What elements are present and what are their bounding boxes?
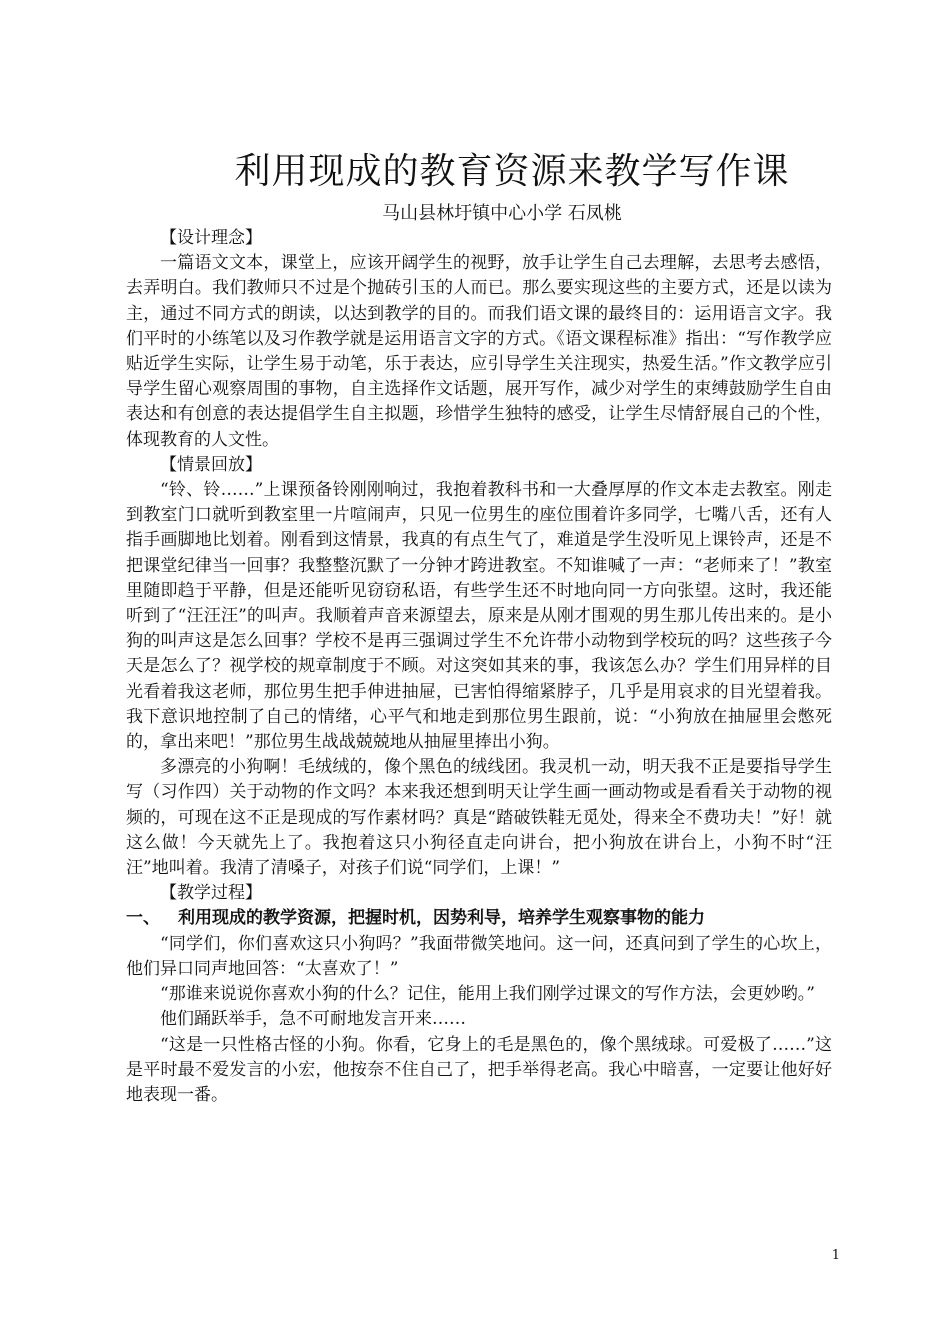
- process-paragraph-4: “这是一只性格古怪的小狗。你看，它身上的毛是黑色的，像个黑绒球。可爱极了……”这是平时最不爱发言的小宏，他按奈不住自己了，把手举得老高。我心中暗喜，一定要让他好好地表现一番。: [126, 1034, 832, 1105]
- design-paragraph: 一篇语文文本，课堂上，应该开阔学生的视野，放手让学生自己去理解，去思考去感悟，去弄明白。我们教师只不过是个抛砖引玉的人而已。那么要实现这些的主要方式，还是以读为主，通过不同方式的朗读，以达到教学的目的。而我们语文课的最终目的：运用语言文字。我们平时的小练笔以及习作教学就是运用语言文字的方式。《语文课程标准》指出：“写作教学应贴近学生实际，让学生易于动笔，乐于表达，应引导学生关注现实，热爱生活。”作文教学应引导学生留心观察周围的事物，自主选择作文话题，展开写作，减少对学生的束缚鼓励学生自由表达和有创意的表达提倡学生自主拟题，珍惜学生独特的感受，让学生尽情舒展自己的个性，体现教育的人文性。: [126, 253, 832, 450]
- process-section-title: [126, 906, 832, 931]
- scene-paragraph-2: 多漂亮的小狗啊！毛绒绒的，像个黑色的绒线团。我灵机一动，明天我不正是要指导学生写（习作四）关于动物的作文吗？本来我还想到明天让学生画一画动物或是看看关于动物的视频的，可现在这不正是现成的写作素材吗？真是“踏破铁鞋无觅处，得来全不费功夫！”好！就这么做！今天就先上了。我抱着这只小狗径直走向讲台，把小狗放在讲台上，小狗不时“汪汪”地叫着。我清了清嗓子，对孩子们说“同学们，上课！”: [126, 757, 832, 879]
- process-section-number: 一、: [126, 908, 160, 929]
- document-author: 马山县林圩镇中心小学 石凤桃: [382, 203, 622, 224]
- process-paragraph-2: “那谁来说说你喜欢小狗的什么？记住，能用上我们刚学过课文的写作方法，会更妙哟。”: [160, 984, 815, 1005]
- process-paragraph-1: “同学们，你们喜欢这只小狗吗？”我面带微笑地问。这一问，还真问到了学生的心坎上，他们异口同声地回答：“太喜欢了！”: [126, 933, 832, 979]
- process-heading: 【教学过程】: [160, 883, 262, 904]
- scene-paragraph-1: “铃、铃……”上课预备铃刚刚响过，我抱着教科书和一大叠厚厚的作文本走去教室。刚走到教室门口就听到教室里一片喧闹声，只见一位男生的座位围着许多同学，七嘴八舌，还有人指手画脚地比划着。刚看到这情景，我真的有点生气了，难道是学生没听见上课铃声，还是不把课堂纪律当一回事？我整整沉默了一分钟才跨进教室。不知谁喊了一声：“老师来了！”教室里随即趋于平静，但是还能听见窃窃私语，有些学生还不时地向同一方向张望。这时，我还能听到了“汪汪汪”的叫声。我顺着声音来源望去，原来是从刚才围观的男生那儿传出来的。是小狗的叫声这是怎么回事？学校不是再三强调过学生不允许带小动物到学校玩的吗？这些孩子今天是怎么了？视学校的规章制度于不顾。对这突如其来的事，我该怎么办？学生们用异样的目光看着我这老师，那位男生把手伸进抽屉，已害怕得缩紧脖子，几乎是用哀求的目光望着我。我下意识地控制了自己的情绪，心平气和地走到那位男生跟前，说：“小狗放在抽屉里会憋死的，拿出来吧！”那位男生战战兢兢地从抽屉里捧出小狗。: [126, 480, 832, 753]
- process-paragraph-3: 他们踊跃举手，急不可耐地发言开来……: [160, 1009, 466, 1030]
- document-body: [126, 226, 832, 1108]
- document-title: 利用现成的教育资源来教学写作课: [234, 151, 790, 192]
- process-section-text: 利用现成的教学资源，把握时机，因势利导，培养学生观察事物的能力: [178, 908, 705, 929]
- scene-heading: 【情景回放】: [160, 454, 262, 475]
- page-number: 1: [831, 1248, 840, 1263]
- design-heading: 【设计理念】: [160, 228, 262, 248]
